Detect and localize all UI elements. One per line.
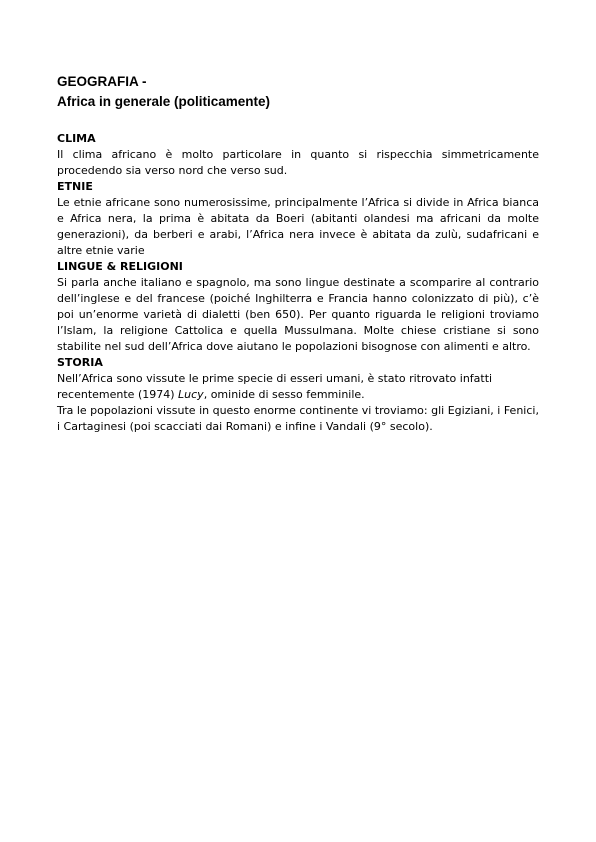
storia-text-lucy: Lucy — [178, 388, 204, 401]
title-spacer — [57, 112, 539, 131]
document-subtitle: Africa in generale (politicamente) — [57, 94, 271, 109]
section-heading-clima: CLIMA — [57, 132, 96, 145]
section-text-clima: Il clima africano è molto particolare in quanto si rispecchia simmetricamente procedendo sia verso nord che verso sud. — [57, 148, 539, 177]
section-text-storia-1 — [57, 371, 539, 403]
section-heading-etnie: ETNIE — [57, 180, 93, 193]
section-text-storia-2: Tra le popolazioni vissute in questo enorme continente vi troviamo: gli Egiziani, i Fenici, i Cartaginesi (poi scacciati dai Romani) e infine i Vandali (9° secolo). — [57, 404, 539, 433]
section-heading-storia: STORIA — [57, 356, 103, 369]
storia-text-after: , ominide di sesso femminile. — [203, 388, 365, 401]
section-text-etnie: Le etnie africane sono numerosissime, principalmente l’Africa si divide in Africa bianca e Africa nera, la prima è abitata da Boeri (abitanti olandesi ma africani da molte generazioni), da berberi e arabi, l’Africa nera invece è abitata da zulù, sudafricani e altre etnie varie — [57, 196, 539, 257]
section-heading-lingue: LINGUE & RELIGIONI — [57, 260, 183, 273]
section-text-lingue: Si parla anche italiano e spagnolo, ma sono lingue destinate a scomparire al contrario dell’inglese e del francese (poiché Inghilterra e Francia hanno colonizzato di più), c’è poi un’enorme varietà di dialetti (ben 650). Per quanto riguarda le religioni troviamo l’Islam, la religione Cattolica e quella Mussulmana. Molte chiese cristiane si sono stabilite nel sud dell’Africa dove aiutano le popolazioni bisognose con alimenti e altro. — [57, 276, 539, 353]
storia-text-before: Nell’Africa sono vissute le prime specie di esseri umani, è stato ritrovato infatti recentemente (1974) — [57, 372, 493, 401]
document-page — [57, 72, 539, 435]
document-title: GEOGRAFIA - — [57, 74, 147, 89]
